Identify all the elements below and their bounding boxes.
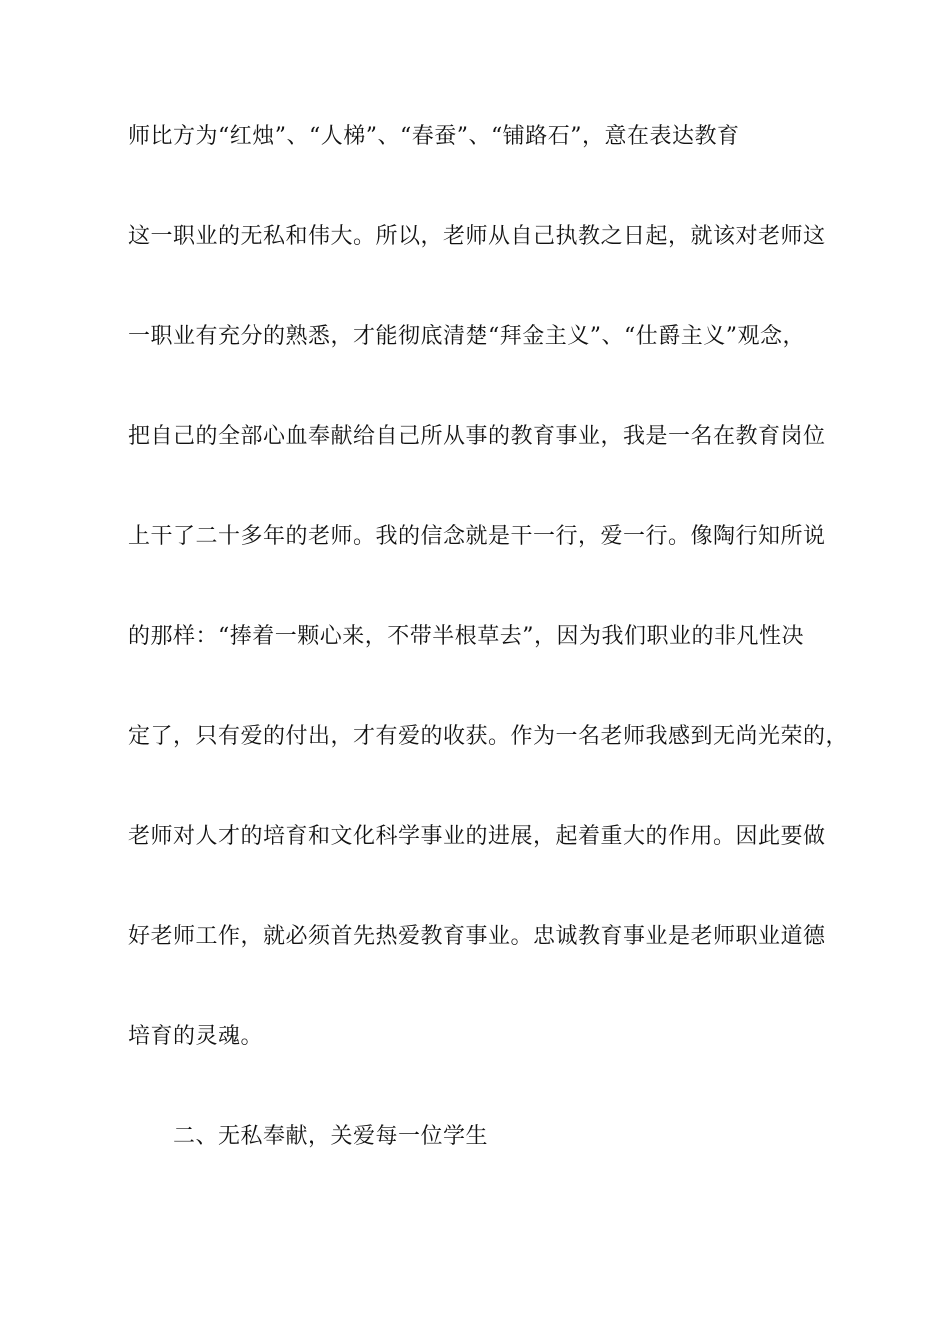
paragraph-line-10: 培育的灵魂。 xyxy=(128,1024,264,1049)
paragraph-line-3: 一职业有充分的熟悉，才能彻底清楚“拜金主义”、“仕爵主义”观念， xyxy=(128,324,805,349)
paragraph-line-6: 的那样：“捧着一颗心来，不带半根草去”，因为我们职业的非凡性决 xyxy=(128,624,804,649)
paragraph-line-4: 把自己的全部心血奉献给自己所从事的教育事业，我是一名在教育岗位 xyxy=(128,424,826,449)
paragraph-line-2: 这一职业的无私和伟大。所以，老师从自己执教之日起，就该对老师这 xyxy=(128,224,826,249)
paragraph-line-9: 好老师工作，就必须首先热爱教育事业。忠诚教育事业是老师职业道德 xyxy=(128,924,826,949)
paragraph-line-8: 老师对人才的培育和文化科学事业的进展，起着重大的作用。因此要做 xyxy=(128,824,826,849)
section-heading: 二、无私奉献，关爱每一位学生 xyxy=(173,1124,489,1149)
paragraph-line-5: 上干了二十多年的老师。我的信念就是干一行，爱一行。像陶行知所说 xyxy=(128,524,826,549)
paragraph-line-1: 师比方为“红烛”、“人梯”、“春蚕”、“铺路石”，意在表达教育 xyxy=(128,124,740,149)
paragraph-line-7: 定了，只有爱的付出，才有爱的收获。作为一名老师我感到无尚光荣的， xyxy=(128,724,849,749)
